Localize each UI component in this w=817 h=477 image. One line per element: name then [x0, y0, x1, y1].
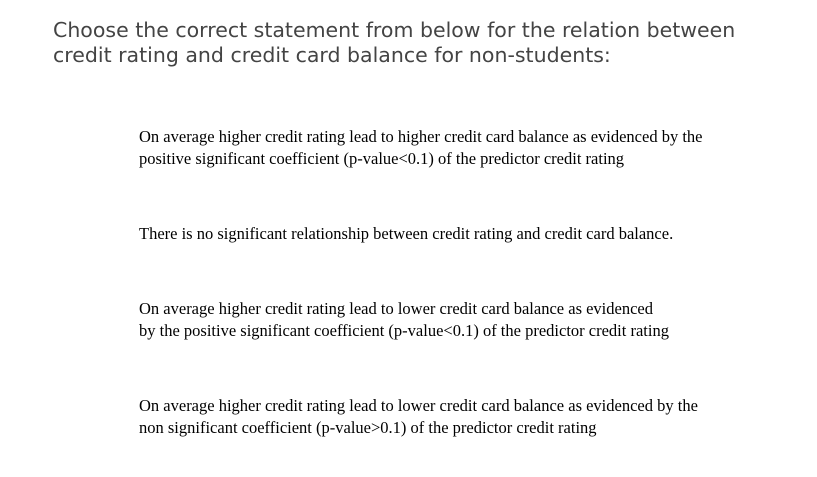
question-text: Choose the correct statement from below for the relation between credit rating and credit card balance for non-students:: [53, 18, 736, 67]
answer-option-2[interactable]: There is no significant relationship between credit rating and credit card balance.: [139, 224, 674, 243]
answer-option-1[interactable]: On average higher credit rating lead to higher credit card balance as evidenced by the positive significant coefficient (p-value<0.1) of the predictor credit rating: [139, 127, 703, 168]
answer-option-4[interactable]: On average higher credit rating lead to lower credit card balance as evidenced by the non significant coefficient (p-value>0.1) of the predictor credit rating: [139, 396, 698, 437]
answer-option-3[interactable]: On average higher credit rating lead to lower credit card balance as evidenced by the positive significant coefficient (p-value<0.1) of the predictor credit rating: [139, 299, 669, 340]
